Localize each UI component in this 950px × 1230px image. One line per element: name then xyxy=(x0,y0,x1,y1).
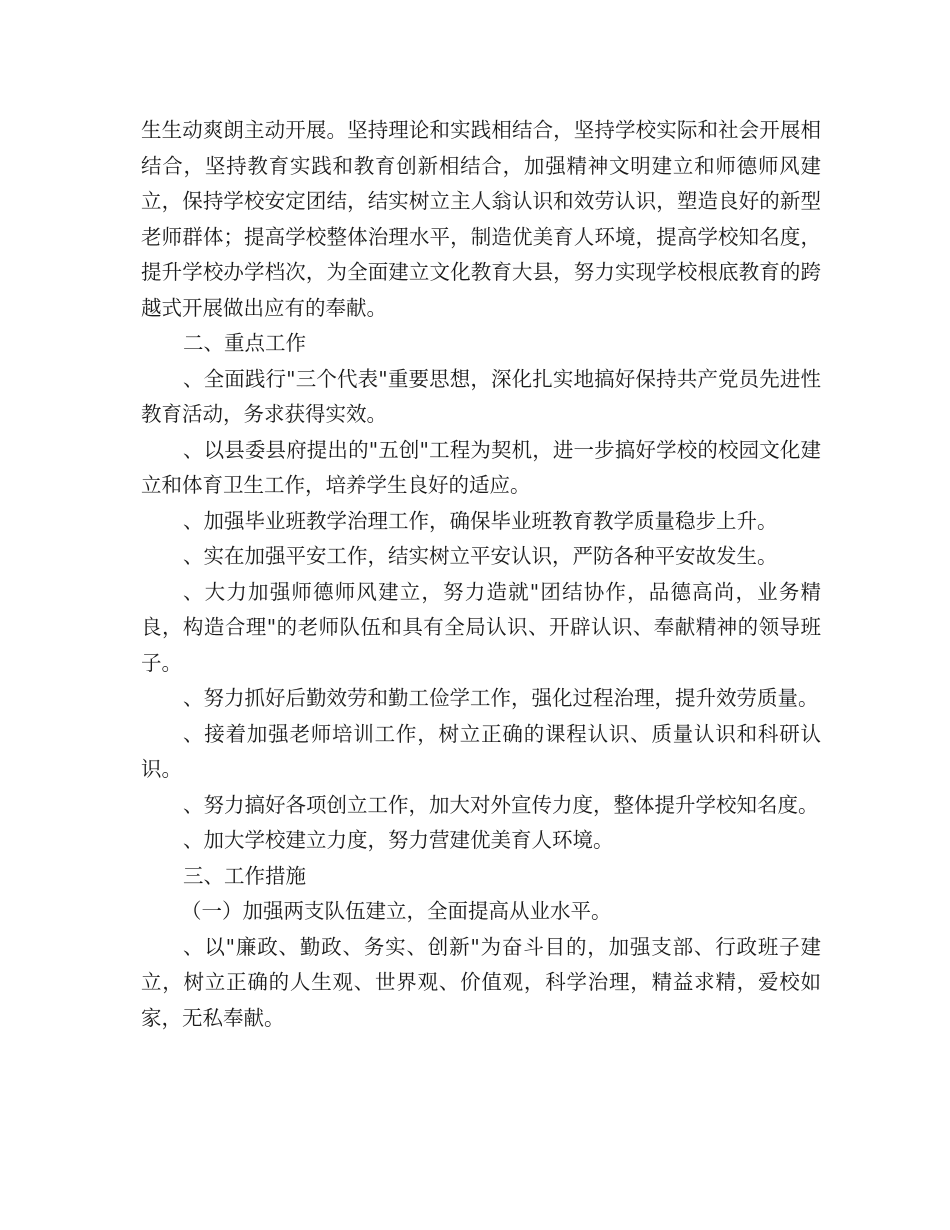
section-heading-key-work: 二、重点工作 xyxy=(183,331,306,355)
list-item: 、大力加强师德师风建立，努力造就"团结协作，品德高尚，业务精良，构造合理"的老师队伍和具有全局认识、开辟认识、奉献精神的领导班子。 xyxy=(141,579,821,675)
list-item: 、以县委县府提出的"五创"工程为契机，进一步搞好学校的校园文化建立和体育卫生工作，培养学生良好的适应。 xyxy=(141,437,821,497)
list-item: 、全面践行"三个代表"重要思想，深化扎实地搞好保持共产党员先进性教育活动，务求获得实效。 xyxy=(141,366,821,426)
list-item: 、以"廉政、勤政、务实、创新"为奋斗目的，加强支部、行政班子建立，树立正确的人生观、世界观、价值观，科学治理，精益求精，爱校如家，无私奉献。 xyxy=(141,934,821,1030)
list-item: 、努力搞好各项创立工作，加大对外宣传力度，整体提升学校知名度。 xyxy=(183,792,819,817)
section-heading-measures: 三、工作措施 xyxy=(183,863,306,888)
list-item: 、努力抓好后勤效劳和勤工俭学工作，强化过程治理，提升效劳质量。 xyxy=(183,686,819,710)
paragraph-intro-continued: 生生动爽朗主动开展。坚持理论和实践相结合，坚持学校实际和社会开展相结合，坚持教育实践和教育创新相结合，加强精神文明建立和师德师风建立，保持学校安定团结，结实树立主人翁认识和效劳认识，塑造良好的新型老师群体；提高学校整体治理水平，制造优美育人环境，提高学校知名度，提升学校办学档次，为全面建立文化教育大县，努力实现学校根底教育的跨越式开展做出应有的奉献。 xyxy=(141,118,821,320)
list-item: 、加大学校建立力度，努力营建优美育人环境。 xyxy=(183,828,614,852)
list-item: 、实在加强平安工作，结实树立平安认识，严防各种平安故发生。 xyxy=(183,544,778,568)
document-body xyxy=(141,113,821,1036)
list-item: 、加强毕业班教学治理工作，确保毕业班教育教学质量稳步上升。 xyxy=(183,508,778,533)
subsection-heading: （一）加强两支队伍建立，全面提高从业水平。 xyxy=(181,899,612,923)
list-item: 、接着加强老师培训工作，树立正确的课程认识、质量认识和科研认识。 xyxy=(141,721,821,781)
